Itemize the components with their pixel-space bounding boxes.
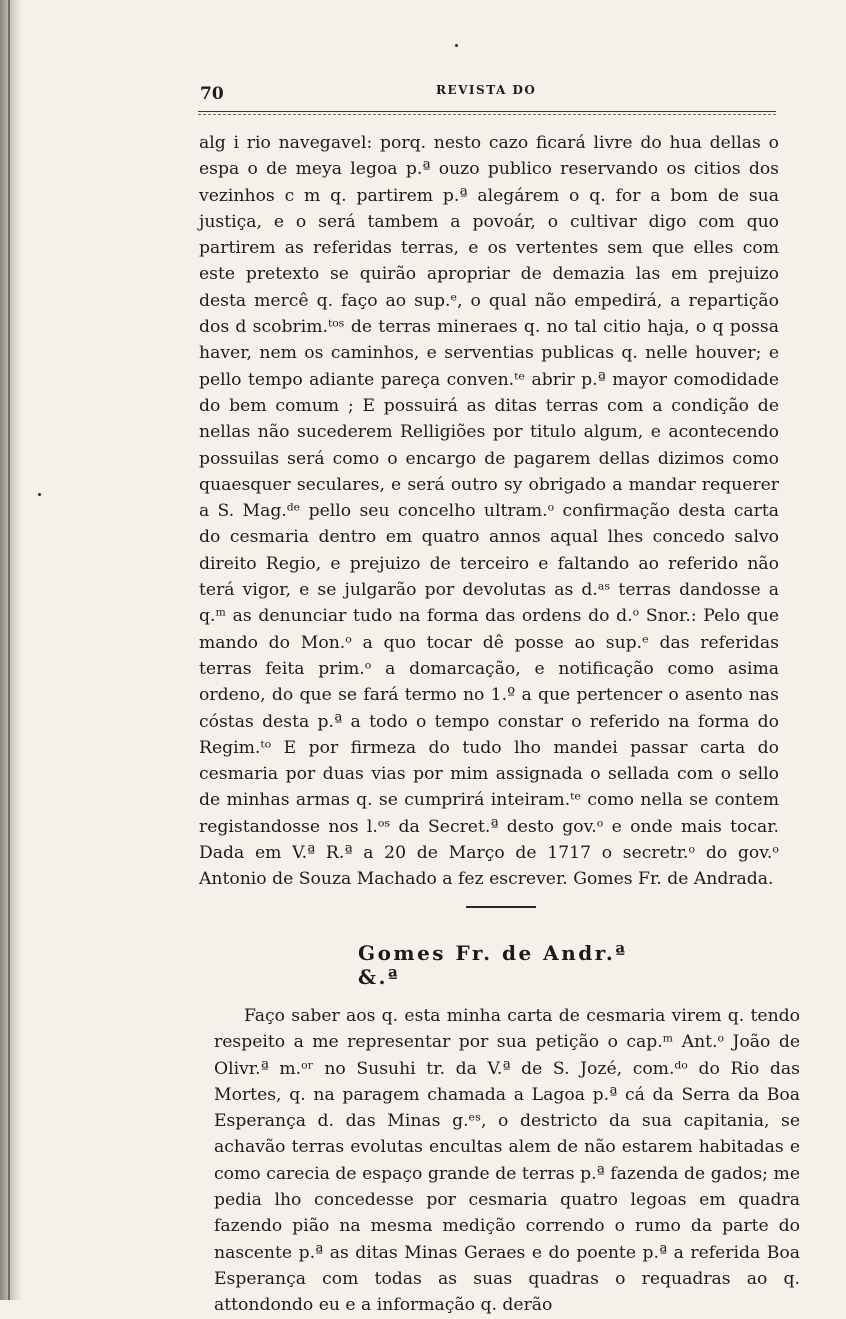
section-heading: Gomes Fr. de Andr.ª &.ª: [358, 941, 628, 989]
header-rule-dashed: [198, 114, 776, 115]
binding-line: [8, 0, 10, 1300]
speck-mark: [38, 493, 41, 496]
running-head: REVISTA DO: [436, 83, 537, 97]
section-paragraph: Faço saber aos q. esta minha carta de cesmaria virem q. tendo respeito a me representar por sua petição o cap.ᵐ Ant.ᵒ João de Olivr.ª m.ᵒʳ no Susuhi tr. da V.ª de S. Jozé, com.ᵈᵒ do Rio das Mortes, q. na paragem chamada a Lagoa p.ª cá da Serra da Boa Esperança d. das Minas g.ᵉˢ, o destricto da sua capitania, se achavão terras evolutas encultas alem de não estarem habitadas e como carecia de espaço grande de terras p.ª fazenda de gados; me pedia lho concedesse por cesmaria quatro legoas em quadra fazendo pião na mesma medição correndo o rumo da parte do nascente p.ª as ditas Minas Geraes e do poente p.ª a referida Boa Esperança com todas as suas quadras o requadras ao q. attondondo eu e a informação q. derão: [214, 1006, 800, 1316]
page-number: 70: [200, 84, 224, 104]
body-paragraph: alg i rio navegavel: porq. nesto cazo ficará livre do hua dellas o espa o de meya legoa p.ª ouzo publico reservando os citios dos vezinhos c m q. partirem p.ª alegárem o q. for a bom de sua justiça, e o será tambem a povoár, o cultivar digo com quo partirem as referidas terras, e os vertentes sem que elles com este pretexto se quirão apropriar de demazia las em prejuizo desta mercê q. faço ao sup.ᵉ, o qual não empedirá, a repartição dos d scobrim.ᵗᵒˢ de terras mineraes q. no tal citio haja, o q possa haver, nem os caminhos, e serventias publicas q. nelle houver; e pello tempo adiante pareça conven.ᵗᵉ abrir p.ª mayor comodidade do bem comum ; E possuirá as ditas terras com a condição de nellas não sucederem Relligiões por titulo algum, e acontecendo possuilas será como o encargo de pagarem dellas dizimos como quaesquer seculares, e será outro sy obrigado a mandar requerer a S. Mag.ᵈᵉ pello seu concelho ultram.ᵒ confirmação desta carta do cesmaria dentro em quatro annos aqual lhes concedo salvo direito Regio, e prejuizo de terceiro e faltando ao referido não terá vigor, e se julgarão por devolutas as d.ᵃˢ terras dandosse a q.ᵐ as denunciar tudo na forma das ordens do d.ᵒ Snor.: Pelo que mando do Mon.ᵒ a quo tocar dê posse ao sup.ᵉ das referidas terras feita prim.ᵒ a domarcação, e notificação como asima ordeno, do que se fará termo no 1.º a que pertencer o asento nas cóstas desta p.ª a todo o tempo constar o referido na forma do Regim.ᵗᵒ E por firmeza do tudo lho mandei passar carta do cesmaria por duas vias por mim assignada o sellada com o sello de minhas armas q. se cumprirá inteiram.ᵗᵉ como nella se contem registandosse nos l.ᵒˢ da Secret.ª desto gov.ᵒ e onde mais tocar. Dada em V.ª R.ª a 20 de Março de 1717 o secretr.ᵒ do gov.ᵒ Antonio de Souza Machado a fez escrever. Gomes Fr. de Andrada.: [199, 133, 779, 890]
page-binding-edge: [0, 0, 22, 1300]
section-separator-rule: [466, 906, 536, 908]
speck-mark: [455, 44, 458, 47]
header-rule: [198, 111, 776, 112]
page-header: [198, 80, 778, 104]
